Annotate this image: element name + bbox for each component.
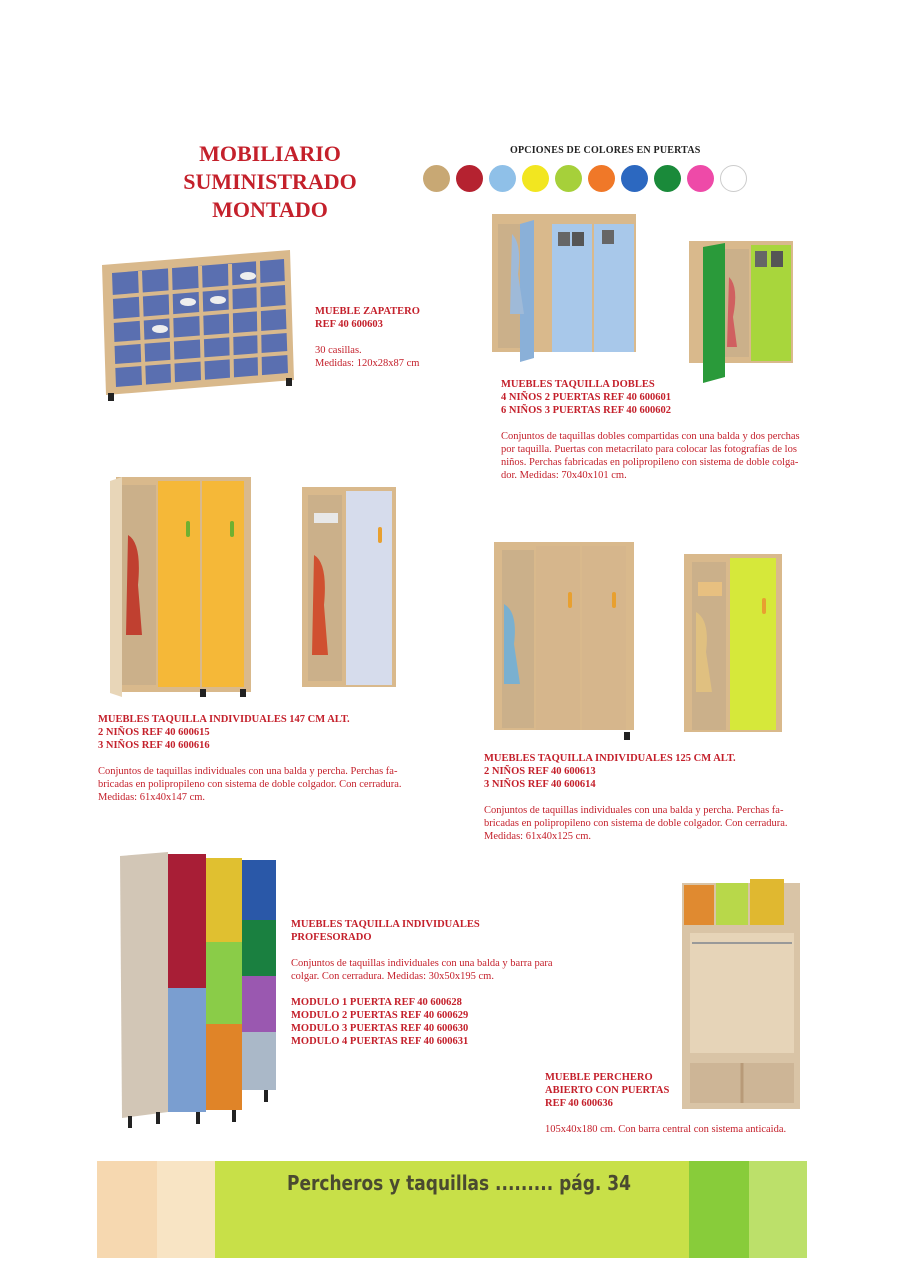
profesorado-ref-1: MODULO 1 PUERTA REF 40 600628: [291, 997, 462, 1008]
dobles-desc-1: Conjuntos de taquillas dobles compartidas con una balda y dos perchas: [501, 431, 800, 442]
dobles-desc-4: dor. Medidas: 70x40x101 cm.: [501, 470, 627, 481]
locker-125-image-3: [488, 540, 636, 745]
color-swatch-6: [588, 165, 615, 192]
footer-banner: [97, 1161, 807, 1258]
zapatero-text: [315, 305, 420, 370]
title-line-3: MONTADO: [212, 197, 328, 222]
perchero-text: [545, 1071, 805, 1136]
ind147-desc-1: Conjuntos de taquillas individuales con una balda y percha. Perchas fa-: [98, 766, 398, 777]
double-locker-image-2: [685, 237, 797, 387]
zapatero-line-1: 30 casillas.: [315, 345, 362, 356]
page-title: [160, 140, 380, 224]
color-swatch-8: [654, 165, 681, 192]
locker-125-image-2: [680, 552, 785, 742]
footer-text: Percheros y taquillas ......... pág. 34: [287, 1171, 631, 1195]
perchero-name-1: MUEBLE PERCHERO: [545, 1072, 653, 1083]
profesorado-ref-4: MODULO 4 PUERTAS REF 40 600631: [291, 1036, 469, 1047]
color-swatches: [423, 165, 747, 192]
ind147-text: [98, 713, 418, 804]
dobles-text: [501, 378, 811, 482]
profesorado-text: [291, 918, 571, 1048]
ind147-ref-2: 3 NIÑOS REF 40 600616: [98, 740, 210, 751]
shoe-rack-image: [100, 245, 300, 410]
ind147-ref-1: 2 NIÑOS REF 40 600615: [98, 727, 210, 738]
zapatero-ref: REF 40 600603: [315, 319, 383, 330]
ind125-ref-2: 3 NIÑOS REF 40 600614: [484, 779, 596, 790]
double-locker-image-3: [490, 210, 640, 365]
profesorado-desc-1: Conjuntos de taquillas individuales con una balda y barra para: [291, 958, 553, 969]
profesorado-ref-2: MODULO 2 PUERTAS REF 40 600629: [291, 1010, 469, 1021]
locker-147-image-3: [108, 475, 253, 700]
profesorado-name-1: MUEBLES TAQUILLA INDIVIDUALES: [291, 919, 480, 930]
ind147-name: MUEBLES TAQUILLA INDIVIDUALES 147 CM ALT.: [98, 714, 350, 725]
zapatero-line-2: Medidas: 120x28x87 cm: [315, 358, 420, 369]
dobles-ref-1: 4 NIÑOS 2 PUERTAS REF 40 600601: [501, 392, 671, 403]
perchero-ref: REF 40 600636: [545, 1098, 613, 1109]
title-line-2: SUMINISTRADO: [183, 169, 357, 194]
ind125-desc-1: Conjuntos de taquillas individuales con una balda y percha. Perchas fa-: [484, 805, 784, 816]
color-options-title: OPCIONES DE COLORES EN PUERTAS: [510, 145, 701, 156]
color-swatch-9: [687, 165, 714, 192]
ind125-desc-3: Medidas: 61x40x125 cm.: [484, 831, 592, 842]
color-swatch-1: [423, 165, 450, 192]
ind147-desc-3: Medidas: 61x40x147 cm.: [98, 792, 206, 803]
color-swatch-5: [555, 165, 582, 192]
locker-profesorado-image: [108, 850, 280, 1140]
color-swatch-10: [720, 165, 747, 192]
ind125-text: [484, 752, 809, 843]
color-swatch-2: [456, 165, 483, 192]
dobles-name: MUEBLES TAQUILLA DOBLES: [501, 379, 655, 390]
profesorado-desc-2: colgar. Con cerradura. Medidas: 30x50x195 cm.: [291, 971, 494, 982]
perchero-desc: 105x40x180 cm. Con barra central con sistema anticaida.: [545, 1124, 787, 1135]
profesorado-name-2: PROFESORADO: [291, 932, 372, 943]
ind125-desc-2: bricadas en polipropileno con sistema de doble colgador. Con cerradura.: [484, 818, 788, 829]
color-swatch-7: [621, 165, 648, 192]
color-swatch-3: [489, 165, 516, 192]
title-line-1: MOBILIARIO: [199, 141, 341, 166]
dobles-ref-2: 6 NIÑOS 3 PUERTAS REF 40 600602: [501, 405, 671, 416]
color-swatch-4: [522, 165, 549, 192]
dobles-desc-3: niños. Perchas fabricadas en polipropileno con sistema de doble colga-: [501, 457, 799, 468]
ind125-ref-1: 2 NIÑOS REF 40 600613: [484, 766, 596, 777]
perchero-name-2: ABIERTO CON PUERTAS: [545, 1085, 670, 1096]
locker-147-image-2: [298, 485, 398, 695]
zapatero-name: MUEBLE ZAPATERO: [315, 306, 420, 317]
ind147-desc-2: bricadas en polipropileno con sistema de doble colgador. Con cerradura.: [98, 779, 402, 790]
profesorado-ref-3: MODULO 3 PUERTAS REF 40 600630: [291, 1023, 469, 1034]
ind125-name: MUEBLES TAQUILLA INDIVIDUALES 125 CM ALT.: [484, 753, 736, 764]
dobles-desc-2: por taquilla. Puertas con metacrilato para colocar las fotografías de los: [501, 444, 797, 455]
